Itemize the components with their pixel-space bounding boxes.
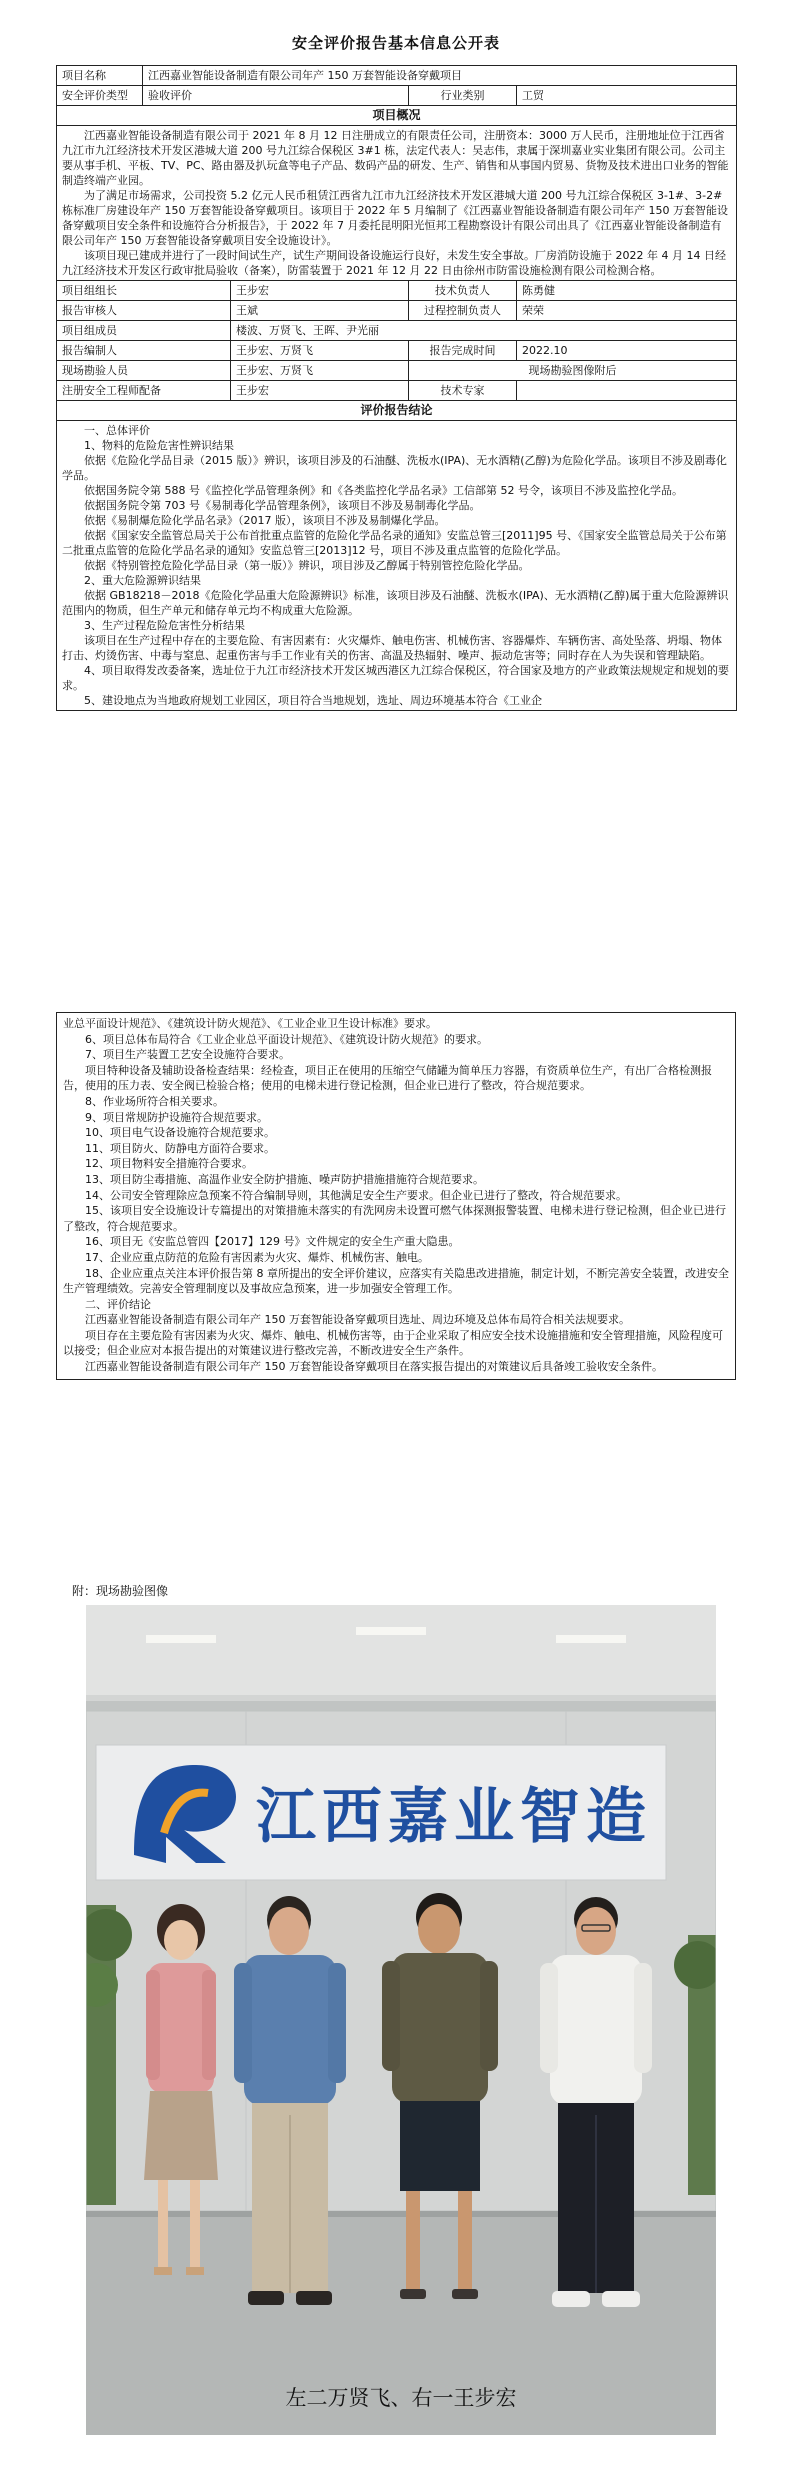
conclusion-paragraph: 项目存在主要危险有害因素为火灾、爆炸、触电、机械伤害等，由于企业采取了相应安全技术设施措施和安全管理措施，风险程度可以接受；但企业应对本报告提出的对策建议进行整改完善，不断改进安全生产条件。: [63, 1328, 723, 1358]
conclusion-paragraph: 17、企业应重点防范的危险有害因素为火灾、爆炸、机械伤害、触电。: [85, 1250, 429, 1264]
completion-label: 报告完成时间: [409, 341, 517, 361]
conclusion-paragraph: 14、公司安全管理除应急预案不符合编制导则，其他满足安全生产要求。但企业已进行了整改，符合规范要求。: [85, 1188, 627, 1202]
conclusion-text-part1: [57, 421, 737, 711]
process-lead-label: 过程控制负责人: [409, 301, 517, 321]
members-value: 楼波、万贤飞、王晖、尹光丽: [231, 321, 737, 341]
conclusion-paragraph: 依据《特别管控危险化学品目录（第一版）》辨识，项目涉及乙醇属于特别管控危险化学品。: [84, 559, 530, 572]
members-label: 项目组成员: [57, 321, 231, 341]
reviewer-value: 王斌: [231, 301, 409, 321]
overview-heading: 项目概况: [57, 106, 737, 126]
conclusion-paragraph: 8、作业场所符合相关要求。: [85, 1094, 224, 1108]
conclusion-paragraph: 15、该项目安全设施设计专篇提出的对策措施未落实的有洗网房未设置可燃气体探测报警装置、电梯未进行登记检测，但企业已进行了整改，符合规范要求。: [63, 1204, 726, 1233]
conclusion-paragraph: 7、项目生产装置工艺安全设施符合要求。: [85, 1048, 290, 1062]
conclusion-paragraph: 2、重大危险源辨识结果: [84, 574, 201, 587]
leader-label: 项目组组长: [57, 281, 231, 301]
site-survey-label: 现场勘验人员: [57, 361, 231, 381]
photo-label: 附：现场勘验图像: [72, 1584, 169, 1598]
project-name-value: 江西嘉业智能设备制造有限公司年产 150 万套智能设备穿戴项目: [143, 66, 737, 86]
conclusion-paragraph: 依据《易制爆危险化学品名录》（2017 版），该项目不涉及易制爆化学品。: [84, 514, 446, 527]
conclusion-paragraph: 6、项目总体布局符合《工业企业总平面设计规范》、《建筑设计防火规范》的要求。: [85, 1032, 488, 1046]
author-label: 报告编制人: [57, 341, 231, 361]
sign-text: 江西嘉业智造: [256, 1782, 652, 1852]
tech-lead-label: 技术负责人: [409, 281, 517, 301]
conclusion-paragraph: 依据《危险化学品目录（2015 版）》辨识，该项目涉及的石油醚、洗板水(IPA)、无水酒精(乙醇)为危险化学品。该项目不涉及剧毒化学品。: [62, 454, 727, 482]
conclusion-paragraph: 业总平面设计规范》、《建筑设计防火规范》、《工业企业卫生设计标准》要求。: [63, 1017, 437, 1030]
overview-text: [57, 126, 737, 281]
conclusion-paragraph: 江西嘉业智能设备制造有限公司年产 150 万套智能设备穿戴项目在落实报告提出的对策建议后具备竣工验收安全条件。: [85, 1360, 663, 1374]
expert-value: [517, 381, 737, 401]
eval-type-label: 安全评价类型: [57, 86, 143, 106]
project-name-label: 项目名称: [57, 66, 143, 86]
expert-label: 技术专家: [409, 381, 517, 401]
conclusion-paragraph: 12、项目物料安全措施符合要求。: [85, 1157, 253, 1171]
conclusion-paragraph: 一、总体评价: [84, 424, 150, 437]
conclusion-paragraph: 5、建设地点为当地政府规划工业园区，项目符合当地规划，选址、周边环境基本符合《工业企: [84, 694, 542, 707]
conclusion-paragraph: 依据《国家安全监管总局关于公布首批重点监管的危险化学品名录的通知》安监总管三[2011]95 号、《国家安全监管总局关于公布第二批重点监管的危险化学品名录的通知》安监总管三[2013]12 号，项目不涉及重点监管的危险化学品。: [62, 529, 727, 557]
conclusion-paragraph: 9、项目常规防护设施符合规范要求。: [85, 1110, 268, 1124]
conclusion-paragraph: 16、项目无《安监总管四【2017】129 号》文件规定的安全生产重大隐患。: [85, 1235, 460, 1249]
conclusion-paragraph: 依据 GB18218－2018《危险化学品重大危险源辨识》标准，该项目涉及石油醚、洗板水(IPA)、无水酒精(乙醇)属于重大危险源辨识范围内的物质，但生产单元和储存单元均不构成重大危险源。: [62, 589, 729, 617]
conclusion-paragraph: 11、项目防火、防静电方面符合要求。: [85, 1141, 275, 1155]
conclusion-text-part2: [56, 1012, 736, 1380]
conclusion-paragraph: 1、物料的危险危害性辨识结果: [84, 439, 234, 452]
industry-value: 工贸: [517, 86, 737, 106]
conclusion-paragraph: 13、项目防尘毒措施、高温作业安全防护措施、噪声防护措施措施符合规范要求。: [85, 1172, 484, 1186]
process-lead-value: 荣荣: [517, 301, 737, 321]
industry-label: 行业类别: [409, 86, 517, 106]
conclusion-paragraph: 3、生产过程危险危害性分析结果: [84, 619, 245, 632]
site-photo-illustration: [86, 1605, 716, 2435]
conclusion-paragraph: 10、项目电气设备设施符合规范要求。: [85, 1126, 275, 1140]
conclusion-paragraph: 18、企业应重点关注本评价报告第 8 章所提出的安全评价建议，应落实有关隐患改进措施，制定计划，不断完善安全装置，改进安全生产管理绩效。完善安全管理制度以及事故应急预案，进一步加强安全管理工作。: [63, 1266, 729, 1296]
eval-type-value: 验收评价: [143, 86, 409, 106]
conclusion-paragraph: 4、项目取得发改委备案，选址位于九江市经济技术开发区城西港区九江综合保税区，符合国家及地方的产业政策法规规定和规划的要求。: [62, 664, 729, 692]
overview-paragraph: 江西嘉业智能设备制造有限公司于 2021 年 8 月 12 日注册成立的有限责任公司，注册资本：3000 万人民币，注册地址位于江西省九江市九江经济技术开发区港城大道 200 号九江综合保税区 3#1 栋，法定代表人：吴志伟，隶属于深圳嘉业实业集团有限公司。公司主要从事手机、平板、TV、PC、路由器及扒玩盒等电子产品、数码产品的研发、生产、销售和从事国内贸易、货物及技术进出口业务的智能制造终端产业园。: [62, 129, 729, 187]
site-photo: [86, 1605, 716, 2435]
conclusion-heading: 评价报告结论: [57, 401, 737, 421]
conclusion-paragraph: 江西嘉业智能设备制造有限公司年产 150 万套智能设备穿戴项目选址、周边环境及总体布局符合相关法规要求。: [85, 1313, 630, 1327]
info-table: [56, 65, 737, 711]
site-photo-note: 现场勘验图像附后: [409, 361, 737, 381]
ceiling-trim: [86, 1701, 716, 1711]
author-value: 王步宏、万贤飞: [231, 341, 409, 361]
engineer-label: 注册安全工程师配备: [57, 381, 231, 401]
leader-value: 王步宏: [231, 281, 409, 301]
photo-caption: 左二万贤飞、右一王步宏: [285, 2386, 517, 2410]
conclusion-paragraph: 该项目在生产过程中存在的主要危险、有害因素有：火灾爆炸、触电伤害、机械伤害、容器爆炸、车辆伤害、高处坠落、坍塌、物体打击、灼烫伤害、中毒与窒息、起重伤害与手工作业有关的伤害、高温及热辐射、噪声、振动危害等；同时存在人为失误和管理缺陷。: [62, 634, 722, 662]
tech-lead-value: 陈勇健: [517, 281, 737, 301]
engineer-value: 王步宏: [231, 381, 409, 401]
page-title: 安全评价报告基本信息公开表: [291, 34, 500, 52]
site-survey-value: 王步宏、万贤飞: [231, 361, 409, 381]
conclusion-paragraph: 二、评价结论: [85, 1297, 151, 1311]
conclusion-paragraph: 依据国务院令第 588 号《监控化学品管理条例》和《各类监控化学品名录》工信部第 52 号令，该项目不涉及监控化学品。: [84, 484, 683, 497]
reviewer-label: 报告审核人: [57, 301, 231, 321]
page-one: [56, 32, 736, 711]
completion-value: 2022.10: [517, 341, 737, 361]
overview-paragraph: 该项目现已建成并进行了一段时间试生产，试生产期间设备设施运行良好，未发生安全事故。厂房消防设施于 2022 年 4 月 14 日经九江经济技术开发区行政审批局验收（备案），防雷装置于 2021 年 12 月 22 日由徐州市防雷设施检测有限公司检测合格。: [62, 249, 726, 277]
conclusion-paragraph: 依据国务院令第 703 号《易制毒化学品管理条例》，该项目不涉及易制毒化学品。: [84, 499, 481, 512]
conclusion-paragraph: 项目特种设备及辅助设备检查结果：经检查，项目正在使用的压缩空气储罐为简单压力容器，有资质单位生产，有出厂合格检测报告，使用的压力表、安全阀已检验合格；使用的电梯未进行登记检测，但企业已进行了整改，符合规范要求。: [63, 1063, 712, 1093]
ceiling: [86, 1605, 716, 1695]
overview-paragraph: 为了满足市场需求，公司投资 5.2 亿元人民币租赁江西省九江市九江经济技术开发区港城大道 200 号九江综合保税区 3-1#、3-2#栋标准厂房建设年产 150 万套智能设备穿戴项目。该项目于 2022 年 5 月编制了《江西嘉业智能设备制造有限公司年产 150 万套智能设备穿戴项目安全条件和设施符合分析报告》，于 2022 年 7 月委托昆明阳光恒邦工程勘察设计有限公司出具了《江西嘉业智能设备制造有限公司年产 150 万套智能设备穿戴项目安全设施设计》。: [62, 189, 728, 247]
